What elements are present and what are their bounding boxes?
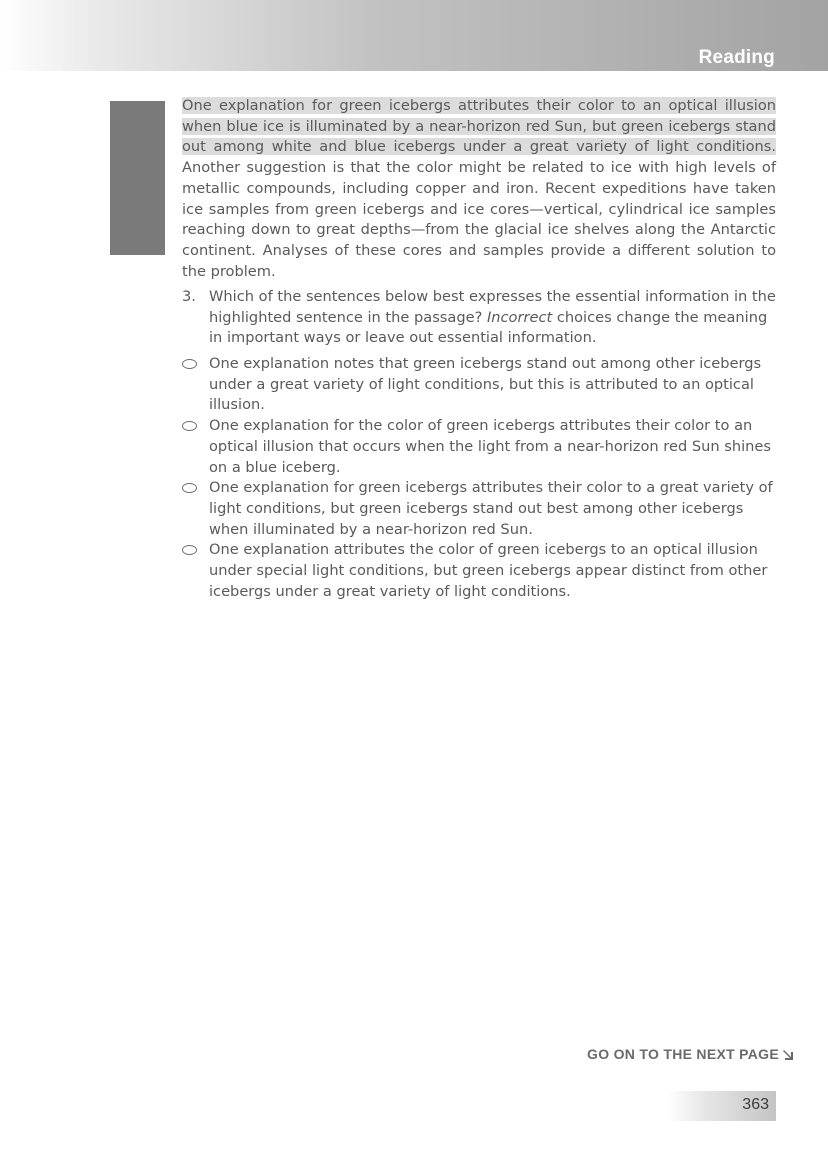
- next-page-label: GO ON TO THE NEXT PAGE: [587, 1046, 779, 1062]
- question-text-start: Which of the sentences below best expresses the essential information in the highlighted sentence in the passage?: [209, 288, 776, 326]
- answer-option-3[interactable]: [182, 478, 776, 540]
- passage-body: Another suggestion is that the color might be related to ice with high levels of metallic compounds, including copper and iron. Recent expeditions have taken ice samples from green icebergs and ice cores—vertical, cylindrical ice samples reaching down to great depths—from the glacial ice shelves along the Antarctic continent. Analyses of these cores and samples provide a different solution to the problem.: [182, 159, 776, 280]
- answer-option-text: One explanation for the color of green icebergs attributes their color to an optical illusion that occurs when the light from a near-horizon red Sun shines on a blue iceberg.: [209, 417, 771, 476]
- answer-option-2[interactable]: [182, 416, 776, 478]
- page-number-band: [667, 1091, 776, 1121]
- arrow-down-right-icon: [783, 1047, 797, 1061]
- radio-oval-icon[interactable]: [182, 359, 197, 369]
- radio-oval-icon[interactable]: [182, 545, 197, 555]
- radio-oval-icon[interactable]: [182, 483, 197, 493]
- page-number: 363: [742, 1096, 769, 1113]
- question-text-emphasis: Incorrect: [486, 308, 553, 326]
- question-prompt: [182, 287, 776, 349]
- answer-option-4[interactable]: [182, 540, 776, 602]
- answer-option-text: One explanation attributes the color of green icebergs to an optical illusion under special light conditions, but green icebergs appear distinct from other icebergs under a great variety of light conditions.: [209, 541, 768, 600]
- highlighted-sentence: One explanation for green icebergs attributes their color to an optical illusion when blue ice is illuminated by a near-horizon red Sun, but green icebergs stand out among white and blue icebergs under a great variety of light conditions.: [182, 97, 776, 156]
- next-page-prompt: [587, 1046, 797, 1062]
- passage-marker-tab: [110, 101, 165, 255]
- question-number: 3.: [182, 288, 196, 305]
- reading-passage: [182, 96, 776, 282]
- answer-option-text: One explanation notes that green icebergs stand out among other icebergs under a great variety of light conditions, but this is attributed to an optical illusion.: [209, 355, 762, 414]
- answer-options: [182, 354, 776, 602]
- answer-option-1[interactable]: [182, 354, 776, 416]
- radio-oval-icon[interactable]: [182, 421, 197, 431]
- section-title: Reading: [698, 47, 775, 68]
- question-text-end: choices change the meaning in important ways or leave out essential information.: [209, 308, 768, 347]
- answer-option-text: One explanation for green icebergs attributes their color to a great variety of light conditions, but green icebergs stand out best among other icebergs when illuminated by a near-horizon red Sun.: [209, 479, 773, 538]
- question-text: [209, 287, 776, 349]
